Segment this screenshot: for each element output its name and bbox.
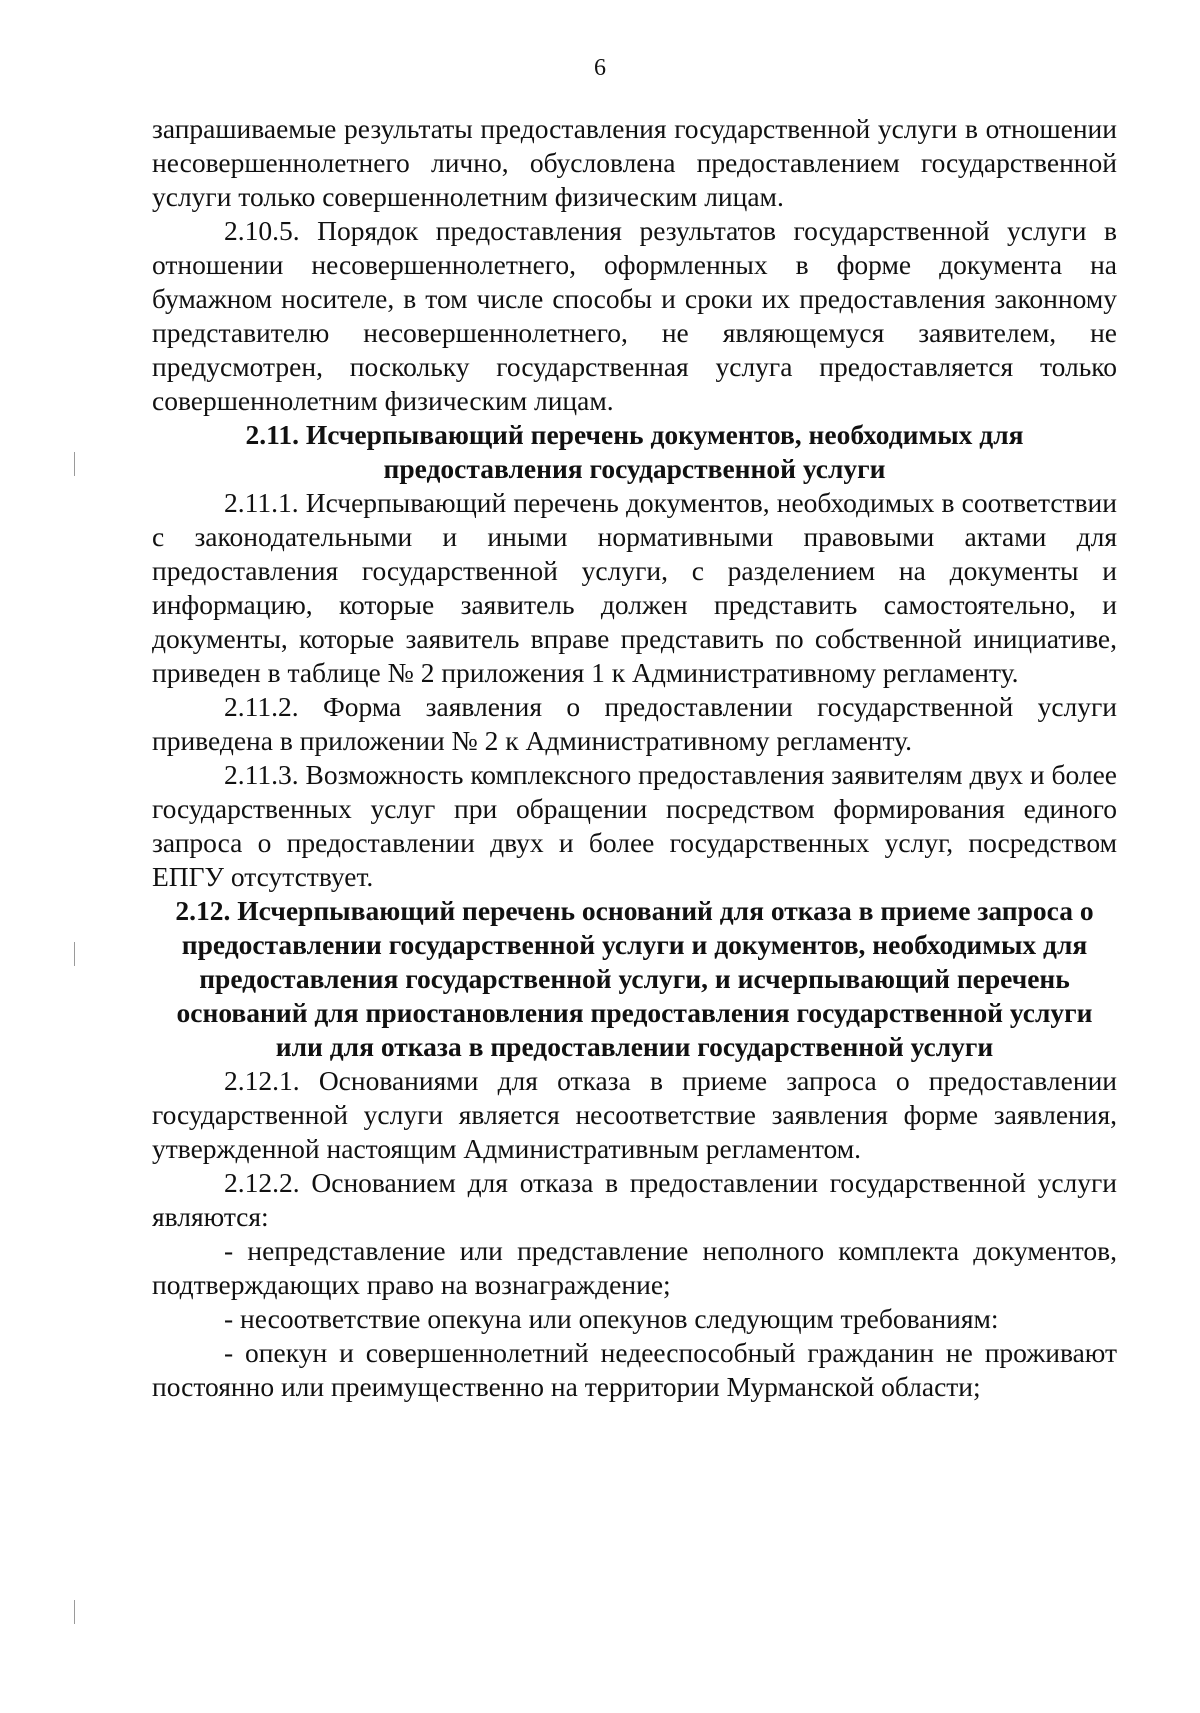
margin-mark xyxy=(74,942,75,966)
margin-mark xyxy=(74,1600,75,1624)
list-item: - непредставление или представление неполного комплекта документов, подтверждающих право на вознаграждение; xyxy=(152,1235,1117,1300)
paragraph-2-11-1: 2.11.1. Исчерпывающий перечень документов, необходимых в соответствии с законодательными и иными нормативными правовыми актами для предоставления государственной услуги, с разделением на документы и информацию, которые заявитель должен представить самостоятельно, и документы, которые заявитель вправе представить по собственной инициативе, приведен в таблице № 2 приложения 1 к Административному регламенту. xyxy=(152,487,1117,688)
document-body xyxy=(152,112,1117,1404)
paragraph-2-11-2: 2.11.2. Форма заявления о предоставлении государственной услуги приведена в приложении № 2 к Административному регламенту. xyxy=(152,691,1117,756)
section-heading-2-12: 2.12. Исчерпывающий перечень оснований для отказа в приеме запроса о предоставлении государственной услуги и документов, необходимых для предоставления государственной услуги, и исчерпывающий перечень оснований для приостановления предоставления государственной услуги или для отказа в предоставлении государственной услуги xyxy=(175,895,1094,1062)
section-heading-2-11: 2.11. Исчерпывающий перечень документов, необходимых для предоставления государственной услуги xyxy=(245,419,1024,484)
paragraph-2-12-1: 2.12.1. Основаниями для отказа в приеме запроса о предоставлении государственной услуги является несоответствие заявления форме заявления, утвержденной настоящим Административным регламентом. xyxy=(152,1065,1117,1164)
paragraph-2-11-3: 2.11.3. Возможность комплексного предоставления заявителям двух и более государственных услуг при обращении посредством формирования единого запроса о предоставлении двух и более государственных услуг, посредством ЕПГУ отсутствует. xyxy=(152,759,1117,892)
list-item: - опекун и совершеннолетний недееспособный гражданин не проживают постоянно или преимущественно на территории Мурманской области; xyxy=(152,1337,1117,1402)
paragraph-2-12-2: 2.12.2. Основанием для отказа в предоставлении государственной услуги являются: xyxy=(152,1167,1117,1232)
page-number: 6 xyxy=(594,55,606,81)
paragraph-2-10-5: 2.10.5. Порядок предоставления результатов государственной услуги в отношении несовершеннолетнего, оформленных в форме документа на бумажном носителе, в том числе способы и сроки их предоставления законному представителю несовершеннолетнего, не являющемуся заявителем, не предусмотрен, поскольку государственная услуга предоставляется только совершеннолетним физическим лицам. xyxy=(152,215,1117,416)
margin-mark xyxy=(74,452,75,476)
paragraph: запрашиваемые результаты предоставления государственной услуги в отношении несовершеннолетнего лично, обусловлена предоставлением государственной услуги только совершеннолетним физическим лицам. xyxy=(152,113,1117,212)
list-item: - несоответствие опекуна или опекунов следующим требованиям: xyxy=(224,1303,999,1334)
